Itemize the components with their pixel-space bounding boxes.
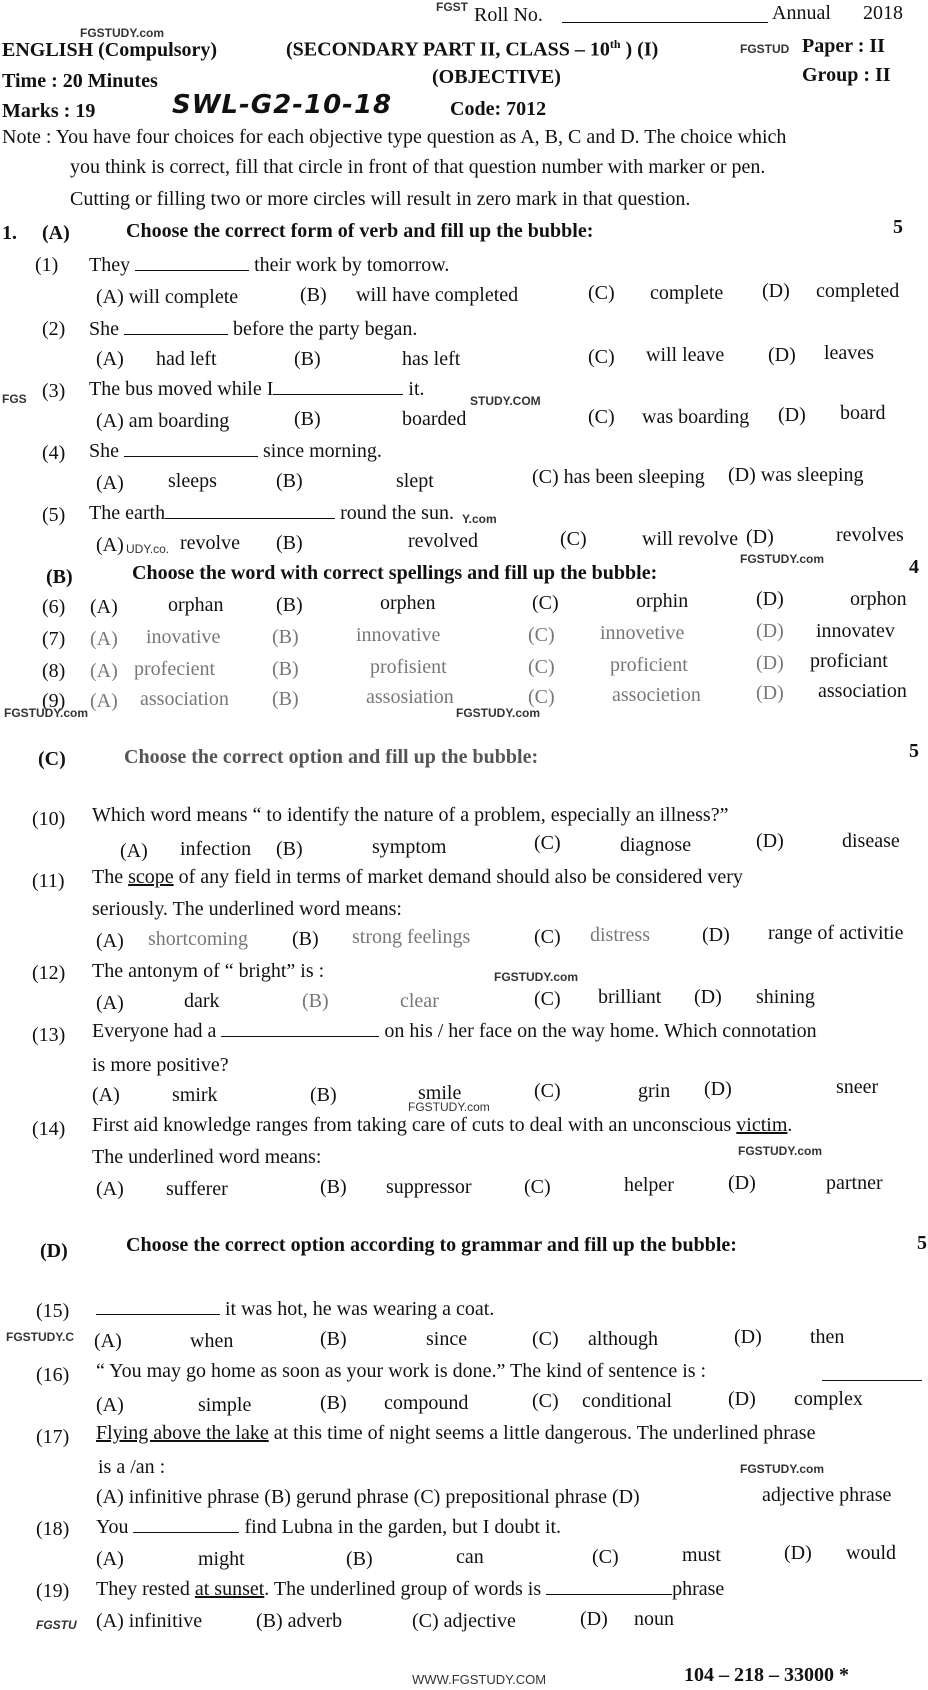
- q14-option-b-label[interactable]: (B): [320, 1176, 347, 1198]
- q15-option-b-label[interactable]: (B): [320, 1328, 347, 1350]
- q4-option-b[interactable]: slept: [396, 470, 434, 492]
- q3-option-b[interactable]: boarded: [402, 408, 467, 430]
- q14-stem-line-2: The underlined word means:: [92, 1146, 322, 1168]
- q13-option-a-label[interactable]: (A): [92, 1084, 120, 1106]
- q18-option-b-label[interactable]: (B): [346, 1548, 373, 1570]
- q19-number: (19): [36, 1580, 70, 1602]
- q17-option-d[interactable]: adjective phrase: [762, 1484, 892, 1506]
- watermark: FGSTU: [36, 1618, 77, 1632]
- q11-option-a[interactable]: shortcoming: [148, 928, 248, 950]
- q16-option-c-label[interactable]: (C): [532, 1390, 559, 1412]
- q10-option-b[interactable]: symptom: [372, 836, 447, 858]
- q11-stem-line-2: seriously. The underlined word means:: [92, 898, 402, 920]
- q5-option-a-label[interactable]: (A): [96, 534, 124, 556]
- q12-option-d-label[interactable]: (D): [694, 986, 722, 1008]
- q19-option-d-label[interactable]: (D): [580, 1608, 608, 1630]
- watermark: FGSTUDY.com: [80, 26, 165, 40]
- q13-option-a[interactable]: smirk: [172, 1084, 218, 1106]
- q6-option-b-label[interactable]: (B): [276, 594, 303, 616]
- q15-option-b[interactable]: since: [426, 1328, 468, 1350]
- watermark: FGSTUD: [740, 42, 790, 56]
- q3-option-d[interactable]: board: [840, 402, 886, 424]
- q10-option-c-label[interactable]: (C): [534, 832, 561, 854]
- q16-option-c[interactable]: conditional: [582, 1390, 672, 1412]
- q3-number: (3): [42, 380, 66, 402]
- q1-option-d[interactable]: completed: [816, 280, 900, 302]
- q8-option-d[interactable]: proficiant: [810, 650, 888, 672]
- q9-option-b[interactable]: assosiation: [366, 686, 454, 708]
- q6-option-a-label[interactable]: (A): [90, 596, 118, 618]
- q11-option-c-label[interactable]: (C): [534, 926, 561, 948]
- q9-option-b-label[interactable]: (B): [272, 688, 299, 710]
- q3-option-c[interactable]: was boarding: [642, 406, 750, 428]
- q4-option-a[interactable]: sleeps: [168, 470, 217, 492]
- q10-option-d[interactable]: disease: [842, 830, 900, 852]
- q3-stem: The bus moved while I it.: [89, 378, 425, 400]
- q7-option-c-label[interactable]: (C): [528, 624, 555, 646]
- q18-option-c[interactable]: must: [682, 1544, 721, 1566]
- q5-option-c-label[interactable]: (C): [560, 528, 587, 550]
- q5-option-c[interactable]: will revolve: [642, 528, 739, 550]
- q6-number: (6): [42, 596, 66, 618]
- section-c-title: Choose the correct option and fill up the bubble:: [124, 746, 539, 768]
- q16-option-b-label[interactable]: (B): [320, 1392, 347, 1414]
- q16-stem: “ You may go home as soon as your work is done.” The kind of sentence is :: [96, 1360, 707, 1382]
- q12-option-c-label[interactable]: (C): [534, 988, 561, 1010]
- q9-option-c-label[interactable]: (C): [528, 686, 555, 708]
- q14-number: (14): [32, 1118, 66, 1140]
- q7-option-b[interactable]: innovative: [356, 624, 441, 646]
- q16-option-d[interactable]: complex: [794, 1388, 863, 1410]
- q6-option-d-label[interactable]: (D): [756, 588, 784, 610]
- q11-option-d-label[interactable]: (D): [702, 924, 730, 946]
- exam-year: 2018: [863, 2, 903, 24]
- q16-option-d-label[interactable]: (D): [728, 1388, 756, 1410]
- q15-option-d-label[interactable]: (D): [734, 1326, 762, 1348]
- q19-underlined-phrase: at sunset: [194, 1578, 265, 1600]
- q2-option-d-label[interactable]: (D): [768, 344, 796, 366]
- roll-number-blank: [562, 6, 768, 23]
- q14-option-c-label[interactable]: (C): [524, 1176, 551, 1198]
- q6-option-c-label[interactable]: (C): [532, 592, 559, 614]
- q15-option-c-label[interactable]: (C): [532, 1328, 559, 1350]
- q10-option-c[interactable]: diagnose: [620, 834, 692, 856]
- q6-option-b[interactable]: orphen: [380, 592, 436, 614]
- watermark: FGS: [2, 392, 27, 406]
- q2-option-c-label[interactable]: (C): [588, 346, 615, 368]
- q15-option-d[interactable]: then: [810, 1326, 845, 1348]
- q18-stem: You find Lubna in the garden, but I doubt it.: [96, 1516, 562, 1538]
- q14-stem: First aid knowledge ranges from taking care of cuts to deal with an unconscious victim.: [92, 1114, 793, 1136]
- q11-stem: The scope of any field in terms of market demand should also be considered very: [92, 866, 743, 888]
- q13-option-b[interactable]: smile: [418, 1082, 462, 1104]
- q1-option-c[interactable]: complete: [650, 282, 724, 304]
- paper-label: Paper : II: [802, 35, 885, 57]
- q15-option-a-label[interactable]: (A): [94, 1330, 122, 1352]
- q10-option-d-label[interactable]: (D): [756, 830, 784, 852]
- q13-option-d-label[interactable]: (D): [704, 1078, 732, 1100]
- q12-option-d[interactable]: shining: [756, 986, 815, 1008]
- q2-number: (2): [42, 318, 66, 340]
- watermark: FGSTUDY.com: [740, 1462, 825, 1476]
- q6-option-a[interactable]: orphan: [168, 594, 224, 616]
- q12-number: (12): [32, 962, 66, 984]
- q7-option-b-label[interactable]: (B): [272, 626, 299, 648]
- q15-stem: it was hot, he was wearing a coat.: [96, 1298, 494, 1321]
- q1-option-d-label[interactable]: (D): [762, 280, 790, 302]
- note-line-2: you think is correct, fill that circle in front of that question number with marker or pen.: [70, 156, 766, 178]
- q14-option-d-label[interactable]: (D): [728, 1172, 756, 1194]
- q11-option-d[interactable]: range of activitie: [768, 922, 904, 944]
- q13-stem: Everyone had a on his / her face on the way home. Which connotation: [92, 1020, 817, 1042]
- q12-option-b-label[interactable]: (B): [302, 990, 329, 1012]
- q16-option-a-label[interactable]: (A): [96, 1394, 124, 1416]
- q8-option-d-label[interactable]: (D): [756, 652, 784, 674]
- section-d-marks: 5: [917, 1232, 927, 1254]
- q1-option-a[interactable]: (A) will complete: [96, 286, 239, 308]
- q18-option-a[interactable]: might: [198, 1548, 245, 1570]
- q9-option-a-label[interactable]: (A): [90, 690, 118, 712]
- q4-option-b-label[interactable]: (B): [276, 470, 303, 492]
- section-d-title: Choose the correct option according to grammar and fill up the bubble:: [126, 1234, 737, 1256]
- q5-option-b-label[interactable]: (B): [276, 532, 303, 554]
- q9-option-d-label[interactable]: (D): [756, 682, 784, 704]
- q11-number: (11): [32, 870, 65, 892]
- q18-number: (18): [36, 1518, 70, 1540]
- q10-option-a[interactable]: infection: [180, 838, 252, 860]
- q16-option-a[interactable]: simple: [198, 1394, 252, 1416]
- note-line-3: Cutting or filling two or more circles will result in zero mark in that question.: [70, 188, 691, 210]
- q17-options[interactable]: (A) infinitive phrase (B) gerund phrase (C) prepositional phrase (D): [96, 1486, 640, 1508]
- q12-option-c[interactable]: brilliant: [598, 986, 662, 1008]
- subject-title: ENGLISH (Compulsory): [2, 39, 218, 61]
- q5-option-d-label[interactable]: (D): [746, 526, 774, 548]
- footer-website: WWW.FGSTUDY.COM: [412, 1672, 547, 1687]
- objective-label: (OBJECTIVE): [432, 66, 561, 88]
- q3-option-c-label[interactable]: (C): [588, 406, 615, 428]
- q8-option-c-label[interactable]: (C): [528, 656, 555, 678]
- q3-option-b-label[interactable]: (B): [294, 408, 321, 430]
- section-b-label: (B): [46, 566, 73, 588]
- q7-option-a[interactable]: inovative: [146, 626, 221, 648]
- q14-option-a[interactable]: sufferer: [166, 1178, 228, 1200]
- q9-number: (9): [42, 690, 66, 712]
- q12-stem: The antonym of “ bright” is :: [92, 960, 325, 982]
- q17-number: (17): [36, 1426, 70, 1448]
- watermark: STUDY.COM: [470, 394, 541, 408]
- section-a-label: (A): [42, 222, 70, 244]
- q17-underlined-phrase: Flying above the lake: [96, 1422, 269, 1444]
- q7-number: (7): [42, 628, 66, 650]
- q18-option-d[interactable]: would: [846, 1542, 896, 1564]
- q9-option-a[interactable]: association: [140, 688, 229, 710]
- q15-number: (15): [36, 1300, 70, 1322]
- q9-option-c[interactable]: associetion: [612, 684, 701, 706]
- q14-option-d[interactable]: partner: [826, 1172, 883, 1194]
- q14-option-b[interactable]: suppressor: [386, 1176, 472, 1198]
- q19-option-c[interactable]: (C) adjective: [412, 1610, 516, 1632]
- q14-underlined-word: victim: [736, 1114, 788, 1136]
- q16-option-b[interactable]: compound: [384, 1392, 469, 1414]
- paper-code: Code: 7012: [450, 98, 547, 120]
- q4-option-d[interactable]: (D) was sleeping: [728, 464, 864, 486]
- section-a-title: Choose the correct form of verb and fill up the bubble:: [126, 220, 594, 242]
- q17-stem: Flying above the lake at this time of night seems a little dangerous. The underlined phrase: [96, 1422, 816, 1444]
- watermark: FGSTUDY.com: [494, 970, 579, 984]
- q1-option-c-label[interactable]: (C): [588, 282, 615, 304]
- q8-option-b-label[interactable]: (B): [272, 658, 299, 680]
- q10-stem: Which word means “ to identify the nature of a problem, especially an illness?”: [92, 804, 729, 826]
- q8-number: (8): [42, 660, 66, 682]
- q10-number: (10): [32, 808, 66, 830]
- q19-stem: They rested at sunset. The underlined group of words is phrase: [96, 1578, 725, 1600]
- q19-option-d[interactable]: noun: [634, 1608, 674, 1630]
- class-title: (SECONDARY PART II, CLASS – 10th ) (I): [286, 37, 659, 61]
- q5-option-b[interactable]: revolved: [408, 530, 478, 552]
- q2-option-b[interactable]: has left: [402, 348, 461, 370]
- q11-underlined-word: scope: [128, 866, 174, 888]
- q4-number: (4): [42, 442, 66, 464]
- q2-option-a-label[interactable]: (A): [96, 348, 124, 370]
- q2-option-b-label[interactable]: (B): [294, 348, 321, 370]
- q8-option-c[interactable]: proficient: [610, 654, 688, 676]
- watermark: FGSTUDY.com: [4, 706, 89, 720]
- q18-option-d-label[interactable]: (D): [784, 1542, 812, 1564]
- section-b-marks: 4: [909, 556, 919, 578]
- footer-code: 104 – 218 – 33000 *: [684, 1664, 849, 1686]
- q16-number: (16): [36, 1364, 70, 1386]
- q2-option-d[interactable]: leaves: [824, 342, 874, 364]
- q10-option-b-label[interactable]: (B): [276, 838, 303, 860]
- q14-option-c[interactable]: helper: [624, 1174, 674, 1196]
- q7-option-c[interactable]: innovetive: [600, 622, 685, 644]
- q5-option-a[interactable]: revolve: [180, 532, 240, 554]
- watermark: FGSTUDY.com: [738, 1144, 823, 1158]
- q1-number: (1): [35, 254, 59, 276]
- q8-option-a-label[interactable]: (A): [90, 660, 118, 682]
- q2-option-a[interactable]: had left: [156, 348, 217, 370]
- q1-option-b[interactable]: will have completed: [356, 284, 519, 306]
- q13-option-d[interactable]: sneer: [836, 1076, 879, 1098]
- q19-option-a[interactable]: (A) infinitive: [96, 1610, 203, 1632]
- q8-option-b[interactable]: profisient: [370, 656, 447, 678]
- watermark: FGSTUDY.com: [456, 706, 541, 720]
- watermark: UDY.co.: [126, 542, 170, 556]
- q5-option-d[interactable]: revolves: [836, 524, 904, 546]
- q9-option-d[interactable]: association: [818, 680, 907, 702]
- q2-stem: She before the party began.: [89, 318, 418, 340]
- q12-option-a-label[interactable]: (A): [96, 992, 124, 1014]
- q14-option-a-label[interactable]: (A): [96, 1178, 124, 1200]
- q10-option-a-label[interactable]: (A): [120, 840, 148, 862]
- q4-option-a-label[interactable]: (A): [96, 472, 124, 494]
- q11-option-a-label[interactable]: (A): [96, 930, 124, 952]
- time-label: Time : 20 Minutes: [2, 70, 158, 92]
- q3-option-d-label[interactable]: (D): [778, 404, 806, 426]
- q13-number: (13): [32, 1024, 66, 1046]
- watermark: Y.com: [462, 512, 497, 526]
- q13-option-b-label[interactable]: (B): [310, 1084, 337, 1106]
- q12-option-a[interactable]: dark: [184, 990, 220, 1012]
- section-b-title: Choose the word with correct spellings and fill up the bubble:: [132, 562, 658, 584]
- q6-option-c[interactable]: orphin: [636, 590, 689, 612]
- q7-option-a-label[interactable]: (A): [90, 628, 118, 650]
- q7-option-d-label[interactable]: (D): [756, 620, 784, 642]
- q18-option-b[interactable]: can: [456, 1546, 484, 1568]
- q3-option-a[interactable]: (A) am boarding: [96, 410, 230, 432]
- q15-option-c[interactable]: although: [588, 1328, 658, 1350]
- q6-option-d[interactable]: orphon: [850, 588, 907, 610]
- section-c-marks: 5: [909, 740, 919, 762]
- q1-stem: They their work by tomorrow.: [89, 254, 450, 276]
- q13-option-c-label[interactable]: (C): [534, 1080, 561, 1102]
- q13-option-c[interactable]: grin: [638, 1080, 671, 1102]
- q7-option-d[interactable]: innovatev: [816, 620, 895, 642]
- group-label: Group : II: [802, 64, 891, 86]
- q13-stem-line-2: is more positive?: [92, 1054, 229, 1076]
- q16-answer-blank: [822, 1364, 922, 1381]
- q15-option-a[interactable]: when: [190, 1330, 234, 1352]
- marks-label: Marks : 19: [2, 100, 96, 122]
- handwritten-code: SWL-G2-10-18: [172, 90, 393, 120]
- note-line-1: Note : You have four choices for each objective type question as A, B, C and D. The choice which: [2, 126, 787, 148]
- watermark: FGST: [436, 0, 468, 14]
- watermark: FGSTUDY.com: [740, 552, 825, 566]
- section-c-label: (C): [38, 748, 66, 770]
- q17-stem-line-2: is a /an :: [98, 1456, 166, 1478]
- q1-option-b-label[interactable]: (B): [300, 284, 327, 306]
- q18-option-a-label[interactable]: (A): [96, 1548, 124, 1570]
- section-d-label: (D): [40, 1240, 68, 1262]
- q18-option-c-label[interactable]: (C): [592, 1546, 619, 1568]
- q2-option-c[interactable]: will leave: [646, 344, 725, 366]
- q12-option-b[interactable]: clear: [400, 990, 439, 1012]
- question-number: 1.: [2, 222, 17, 244]
- q4-stem: She since morning.: [89, 440, 382, 462]
- watermark: FGSTUDY.com: [408, 1100, 490, 1114]
- q11-option-b[interactable]: strong feelings: [352, 926, 471, 948]
- q8-option-a[interactable]: profecient: [134, 658, 216, 680]
- watermark: FGSTUDY.C: [6, 1330, 75, 1344]
- q4-option-c[interactable]: (C) has been sleeping: [532, 466, 705, 488]
- q19-option-b[interactable]: (B) adverb: [256, 1610, 343, 1632]
- roll-label: Roll No.: [474, 4, 543, 26]
- exam-type: Annual: [772, 2, 831, 24]
- q5-number: (5): [42, 504, 66, 526]
- section-a-marks: 5: [893, 216, 903, 238]
- q5-stem: The earth round the sun.: [89, 502, 454, 524]
- q11-option-b-label[interactable]: (B): [292, 928, 319, 950]
- q11-option-c[interactable]: distress: [590, 924, 650, 946]
